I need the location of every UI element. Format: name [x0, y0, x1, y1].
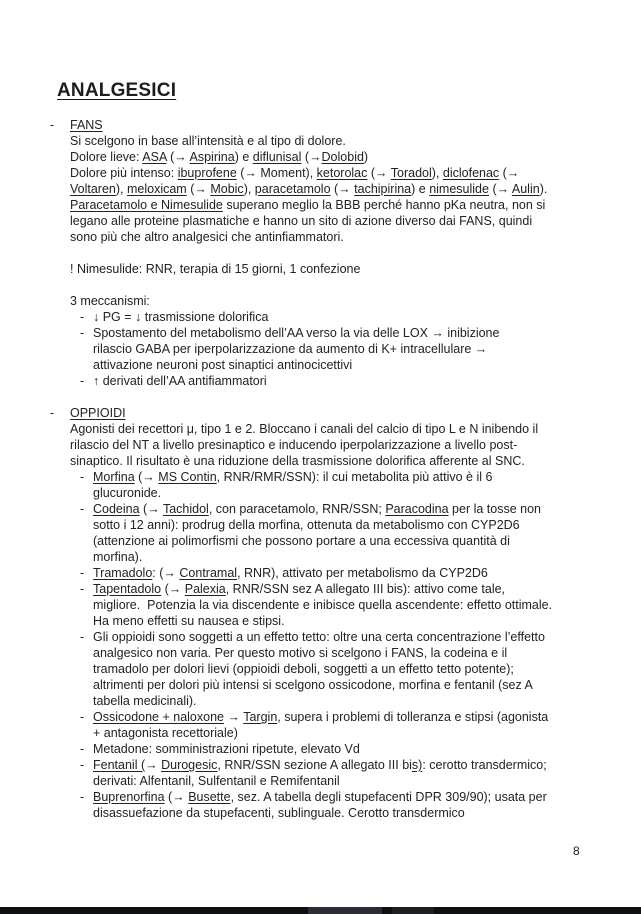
text-line — [0, 725, 641, 741]
underlined-text-run: tachipirina — [354, 182, 412, 196]
underlined-text-run: paracetamolo — [254, 182, 331, 196]
text-run: (→ — [139, 502, 163, 516]
underlined-text-run: Durogesic — [161, 758, 218, 772]
underlined-text-run: ketorolac — [316, 166, 368, 180]
text-run: (→ — [301, 150, 322, 164]
text-line — [0, 789, 641, 805]
text-run: (→ — [134, 470, 159, 484]
underlined-text-run: Tapentadolo — [93, 582, 162, 596]
text-line — [0, 341, 641, 357]
underlined-text-run: Mobic — [210, 182, 244, 196]
text-run: 3 meccanismi: — [70, 294, 150, 308]
text-line — [0, 741, 641, 757]
underlined-text-run: MS Contin — [158, 470, 217, 484]
underlined-text-run: Buprenorfina — [93, 790, 165, 804]
text-run: tramadolo per dolori lievi (oppioidi deboli, soggetti a un effetto tetto potente); — [93, 662, 514, 676]
text-run: Si scelgono in base all’intensità e al tipo di dolore. — [70, 134, 346, 148]
text-line — [0, 613, 641, 629]
text-run: , RNR), attivato per metabolismo da CYP2D6 — [237, 566, 488, 580]
text-run: superano meglio la BBB perché hanno pKa neutra, non si — [222, 198, 546, 212]
text-run: (→ — [330, 182, 355, 196]
text-line — [0, 581, 641, 597]
blank-line — [0, 277, 641, 293]
underlined-text-run: Aulin — [511, 182, 540, 196]
underlined-text-run: diflunisal — [252, 150, 302, 164]
underlined-text-run: Paracetamolo e Nimesulide — [70, 198, 223, 212]
text-line — [0, 261, 641, 277]
bullet-dash: - — [80, 470, 85, 484]
text-run: , RNR/SSN sezione A allegato III bi — [217, 758, 412, 772]
underlined-text-run: Palexia — [184, 582, 226, 596]
text-line — [0, 421, 641, 437]
text-run: ). — [539, 182, 548, 196]
text-line — [0, 661, 641, 677]
text-line — [0, 549, 641, 565]
text-line — [0, 517, 641, 533]
bullet-dash: - — [80, 790, 85, 804]
text-run: (→ — [367, 166, 391, 180]
text-run: legano alle proteine plasmatiche e hanno un sito di azione diverso dai FANS, quindi — [70, 214, 533, 228]
text-line — [0, 533, 641, 549]
text-run: , supera i problemi di tolleranza e stipsi (agonista — [277, 710, 549, 724]
text-run: : cerotto transdermico; — [422, 758, 547, 772]
blank-line — [0, 245, 641, 261]
text-run: altrimenti per dolori più intensi si scelgono ossicodone, morfina e fentanil (sez A — [93, 678, 533, 692]
text-run: Agonisti dei recettori μ, tipo 1 e 2. Bloccano i canali del calcio di tipo L e N inibendo il — [70, 422, 539, 436]
page-title: ANALGESICI — [57, 80, 177, 101]
underlined-text-run: s) — [411, 758, 423, 772]
text-run: , RNR/RMR/SSN): il cui metabolita più attivo è il 6 — [216, 470, 493, 484]
underlined-text-run: ASA — [142, 150, 167, 164]
bullet-dash: - — [80, 710, 85, 724]
bullet-dash: - — [80, 742, 85, 756]
text-line — [0, 645, 641, 661]
text-run: (→ — [499, 166, 520, 180]
bullet-dash: - — [80, 374, 85, 388]
text-run: morfina). — [93, 550, 143, 564]
underlined-text-run: Paracodina — [385, 502, 449, 516]
text-line — [0, 325, 641, 341]
text-line — [0, 373, 641, 389]
underlined-text-run: Contramal — [179, 566, 238, 580]
underlined-text-run: Dolobid — [321, 150, 364, 164]
text-run: Dolore più intenso: — [70, 166, 178, 180]
underlined-text-run: Codeina — [93, 502, 140, 516]
page-number: 8 — [573, 844, 580, 858]
blank-line — [0, 389, 641, 405]
text-run: ), — [115, 182, 127, 196]
underlined-text-run: nimesulide — [429, 182, 489, 196]
bullet-dash: - — [80, 758, 85, 772]
text-line — [0, 485, 641, 501]
bullet-dash: - — [80, 582, 85, 596]
text-run: ), — [243, 182, 255, 196]
bullet-dash: - — [80, 326, 85, 340]
underlined-text-run: Fentanil ( — [93, 758, 146, 772]
underlined-text-run: OPPIOIDI — [70, 406, 126, 420]
text-line — [0, 469, 641, 485]
text-run: , con paracetamolo, RNR/SSN; — [208, 502, 386, 516]
text-line — [0, 309, 641, 325]
text-line — [0, 117, 641, 133]
text-run: ) — [363, 150, 369, 164]
window-edge-bar — [0, 907, 641, 914]
underlined-text-run: Morfina — [93, 470, 135, 484]
bullet-dash: - — [50, 406, 55, 420]
text-run: (→ — [166, 150, 190, 164]
underlined-text-run: Toradol — [390, 166, 432, 180]
text-line — [0, 597, 641, 613]
underlined-text-run: meloxicam — [126, 182, 187, 196]
text-line — [0, 437, 641, 453]
text-run: , sez. A tabella degli stupefacenti DPR 309/90); usata per — [230, 790, 547, 804]
text-line — [0, 629, 641, 645]
text-run: Ha meno effetti su nausea e stipsi. — [93, 614, 285, 628]
document-body — [0, 117, 641, 821]
text-line — [0, 453, 641, 469]
text-line — [0, 677, 641, 693]
text-run: (→ Moment), — [236, 166, 317, 180]
underlined-text-run: diclofenac — [442, 166, 500, 180]
underlined-text-run: Targin — [243, 710, 278, 724]
text-line — [0, 501, 641, 517]
text-line — [0, 293, 641, 309]
window-edge-segment — [308, 907, 382, 914]
text-run: Spostamento del metabolismo dell’AA verso la via delle LOX → inibizione — [93, 326, 500, 340]
text-run: → — [224, 710, 244, 724]
text-run: ), — [431, 166, 443, 180]
text-run: migliore. Potenzia la via discendente e inibisce quella ascendente: effetto ottimale. — [93, 598, 553, 612]
text-run: analgesico non varia. Per questo motivo si scelgono i FANS, la codeina e il — [93, 646, 508, 660]
underlined-text-run: Ossicodone + naloxone — [93, 710, 224, 724]
text-run: (→ — [186, 182, 211, 196]
text-run: : (→ — [152, 566, 180, 580]
underlined-text-run: Tramadolo — [93, 566, 153, 580]
text-line — [0, 357, 641, 373]
text-run: Metadone: somministrazioni ripetute, elevato Vd — [93, 742, 360, 756]
text-run: ! Nimesulide: RNR, terapia di 15 giorni, 1 confezione — [70, 262, 361, 276]
text-run: ) e — [234, 150, 253, 164]
text-run: Gli oppioidi sono soggetti a un effetto tetto: oltre una certa concentrazione l’effetto — [93, 630, 545, 644]
text-run: disassuefazione da stupefacenti, sublinguale. Cerotto transdermico — [93, 806, 465, 820]
text-run: glucuronide. — [93, 486, 162, 500]
underlined-text-run: Aspirina — [189, 150, 235, 164]
text-line — [0, 213, 641, 229]
text-line — [0, 197, 641, 213]
text-run: rilascio del NT a livello presinaptico e inducendo iperpolarizzazione a livello post- — [70, 438, 518, 452]
text-run: (→ — [164, 790, 189, 804]
underlined-text-run: Tachidol — [162, 502, 209, 516]
text-line — [0, 149, 641, 165]
text-run: rilascio GABA per iperpolarizzazione da aumento di K+ intracellulare → — [93, 342, 488, 356]
text-run: ↑ derivati dell’AA antifiammatori — [93, 374, 267, 388]
text-run: sotto i 12 anni): prodrug della morfina, ottenuta da metabolismo con CYP2D6 — [93, 518, 520, 532]
text-run: per la tosse non — [448, 502, 541, 516]
text-run: (attenzione ai polimorfismi che possono portare a una eccessiva quantità di — [93, 534, 510, 548]
text-line — [0, 133, 641, 149]
text-run: → — [145, 758, 162, 772]
underlined-text-run: Busette — [188, 790, 231, 804]
text-run: ) e — [411, 182, 430, 196]
text-run: tabella medicinali). — [93, 694, 197, 708]
text-run: sinaptico. Il risultato è una riduzione della trasmissione dolorifica afferente al SNC. — [70, 454, 525, 468]
bullet-dash: - — [80, 502, 85, 516]
text-line — [0, 757, 641, 773]
text-run: Dolore lieve: — [70, 150, 143, 164]
text-line — [0, 773, 641, 789]
bullet-dash: - — [80, 566, 85, 580]
text-run: ↓ PG = ↓ trasmissione dolorifica — [93, 310, 269, 324]
window-edge-segment — [392, 907, 434, 914]
text-line — [0, 805, 641, 821]
text-line — [0, 709, 641, 725]
bullet-dash: - — [80, 630, 85, 644]
bullet-dash: - — [50, 118, 55, 132]
text-run: derivati: Alfentanil, Sulfentanil e Remifentanil — [93, 774, 340, 788]
text-run: (→ — [488, 182, 512, 196]
underlined-text-run: Voltaren — [70, 182, 116, 196]
text-run: , RNR/SSN sez A allegato III bis): attivo come tale, — [225, 582, 506, 596]
bullet-dash: - — [80, 310, 85, 324]
underlined-text-run: FANS — [70, 118, 103, 132]
text-run: sono più che altro analgesici che antinfiammatori. — [70, 230, 344, 244]
text-line — [0, 565, 641, 581]
text-run: attivazione neuroni post sinaptici antinocicettivi — [93, 358, 353, 372]
text-line — [0, 405, 641, 421]
text-line — [0, 693, 641, 709]
text-run: + antagonista recettoriale) — [93, 726, 238, 740]
text-line — [0, 229, 641, 245]
text-line — [0, 165, 641, 181]
text-line — [0, 181, 641, 197]
text-run: (→ — [161, 582, 185, 596]
underlined-text-run: ibuprofene — [177, 166, 237, 180]
